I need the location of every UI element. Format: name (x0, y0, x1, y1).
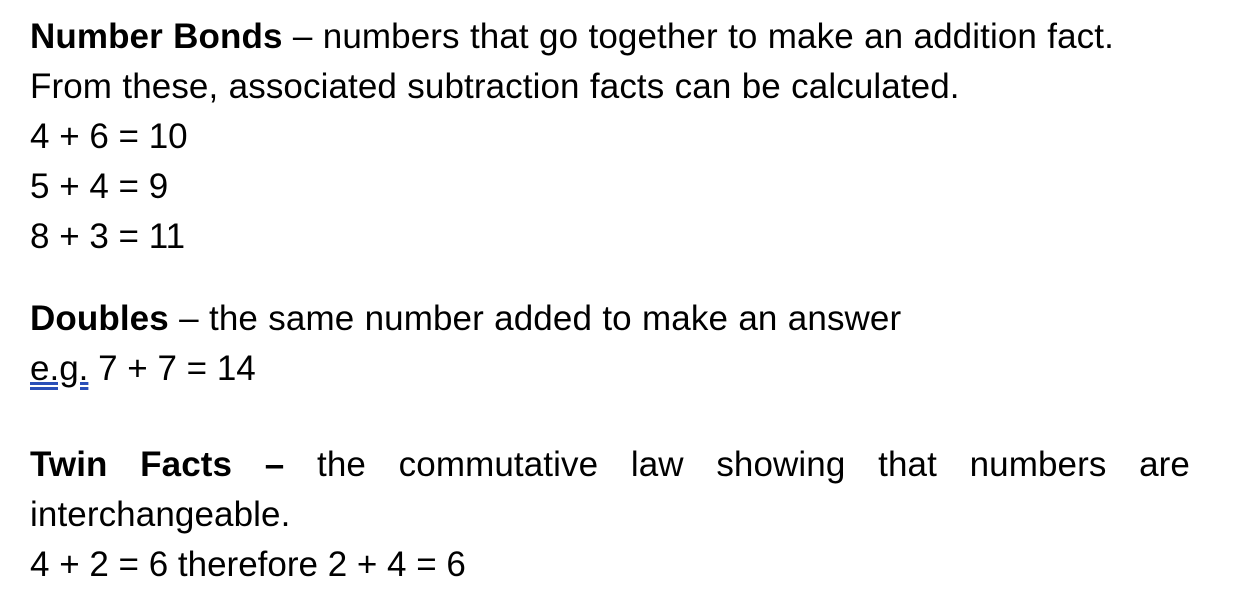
number-bonds-paragraph (30, 12, 1190, 112)
section-number-bonds (30, 12, 1190, 262)
example-label: e.g. (30, 349, 89, 388)
spacer-2 (30, 394, 1190, 440)
number-bonds-term: Number Bonds (30, 17, 283, 56)
twin-facts-equation-1: 4 + 2 = 6 therefore 2 + 4 = 6 (30, 545, 466, 584)
doubles-definition: – the same number added to make an answer (168, 299, 902, 338)
twin-facts-term: Twin Facts – (30, 445, 285, 484)
number-bonds-equation-3: 8 + 3 = 11 (30, 217, 186, 256)
twin-facts-paragraph (30, 440, 1190, 540)
number-bonds-definition: – numbers that go together to make an addition fact. From these, associated subtraction facts can be calculated. (30, 17, 1114, 106)
doubles-example-line (30, 344, 1190, 394)
section-twin-facts (30, 440, 1190, 590)
twin-facts-definition: the commutative law showing that numbers are interchangeable. (30, 445, 1191, 534)
number-bonds-equation-2: 5 + 4 = 9 (30, 167, 169, 206)
doubles-term: Doubles (30, 299, 169, 338)
spacer-1 (30, 262, 1190, 294)
doubles-example-text: 7 + 7 = 14 (88, 349, 256, 388)
section-doubles (30, 294, 1190, 394)
number-bonds-equation-1: 4 + 6 = 10 (30, 117, 188, 156)
doubles-paragraph (30, 294, 1190, 344)
